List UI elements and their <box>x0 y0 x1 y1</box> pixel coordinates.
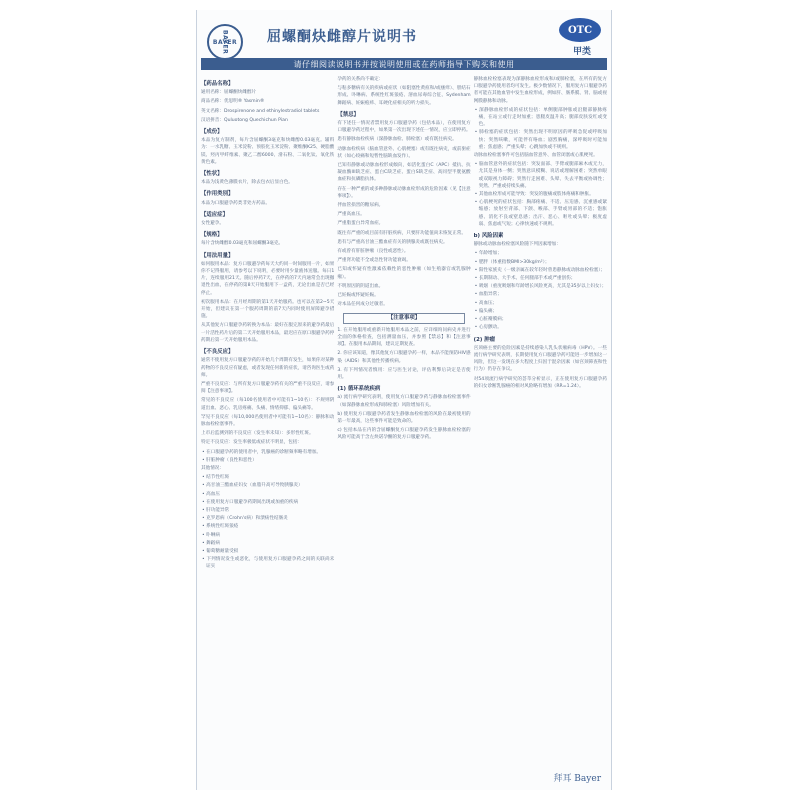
section-paragraph: 既往有严重的或目前有肝脏疾病，只要肝功能值尚未恢复正常。 <box>337 230 466 236</box>
section-paragraph: • 高血压； <box>474 300 498 306</box>
section-heading: 【不良反应】 <box>201 349 234 356</box>
section-paragraph: 严重脂蛋白异常血症。 <box>337 221 384 227</box>
section-heading: b) 风险因素 <box>473 233 504 240</box>
insert-header <box>197 10 611 72</box>
text-columns <box>201 76 607 770</box>
column-3 <box>474 76 607 770</box>
section-paragraph: 通常不使用复方口服避孕药的开始几个周期有发生，如果你对某种药物的不良反应有疑虑，或者发现任何新的症状，请咨询医生或药师。 <box>201 358 335 378</box>
section-heading: (2) 肿瘤 <box>473 336 495 343</box>
section-paragraph: 商品名称：优思明® Yasmin® <box>201 99 265 105</box>
section-paragraph: 从其他复方口服避孕药转换为本品：最好在服完原来的避孕药最后一片活性药片后的第二天开始服用本品，最迟应在原口服避孕药停药期后第一天开始服用本品。 <box>201 323 335 343</box>
otc-badge: OTC <box>559 18 601 42</box>
section-paragraph: 本品为复方制剂，每片含屈螺酮3毫克和炔雌醇0.03毫克。辅料为：一水乳糖、玉米淀粉、预胶化玉米淀粉、聚维酮K25、硬脂酸镁、羟丙甲纤维素、聚乙二醇6000、滑石粉、二氧化钛、氧化铁黄色素。 <box>201 138 335 165</box>
section-paragraph: 通用名称：屈螺酮炔雌醇片 <box>201 90 257 96</box>
section-paragraph: 其他情况： <box>201 465 224 471</box>
section-heading: 【成份】 <box>201 129 223 136</box>
section-paragraph: 本品为口服避孕药类非处方药品。 <box>201 200 270 206</box>
section-paragraph: 严重肾功能不全或急性肾功能衰竭。 <box>337 258 411 264</box>
section-paragraph: • 其他血栓形成可能导致：突发的腹痛或肢体疼痛和肿胀。 <box>474 192 594 198</box>
section-paragraph: 已知或怀疑有性激素依赖性的恶性肿瘤（如生殖器官或乳腺肿瘤）。 <box>337 267 471 280</box>
section-paragraph: • 下列情况发生或恶化，与使用复方口服避孕药之间的关联尚未证实 <box>202 557 335 570</box>
section-heading: 【作用类别】 <box>201 191 234 198</box>
section-paragraph: • 肝脏肿瘤（良性和恶性） <box>202 457 257 463</box>
otc-class-label: 甲类 <box>572 47 591 57</box>
section-paragraph: • 阳性家族史（一级亲属在较年轻时曾患静脉或动脉血栓栓塞）； <box>474 267 606 273</box>
section-paragraph: • 葡萄糖耐量受损 <box>202 548 239 554</box>
section-heading: 【用法用量】 <box>201 252 234 259</box>
bayer-cross-logo: BAYER BAYER <box>207 24 243 60</box>
section-paragraph: • 心脏瓣膜病； <box>474 317 507 323</box>
section-paragraph: • 在使用复方口服避孕药期间出现或加重的疾病 <box>202 499 299 505</box>
section-paragraph: 汉语拼音：Quluotong Quechichun Pian <box>201 117 288 123</box>
section-paragraph: • 深静脉血栓形成的症状包括：单侧腿部肿胀或沿腿部静脉疼痛，在站立或行走时加重；患腿皮温升高；腿部皮肤发红或变色。 <box>474 107 607 128</box>
section-paragraph: 静脉血栓栓塞表现为深静脉血栓形成和/或肺栓塞，在所有的复方口服避孕药使用者均可发生。极少数情况下，服用复方口服避孕药者可能在其他血管中发生血栓形成，例如肝、肠系膜、肾、脑或视网膜静脉和动脉。 <box>473 77 607 104</box>
section-paragraph: 3. 有下列情况者慎用：应与医生讨论，评估利弊后决定是否使用。 <box>337 367 471 380</box>
section-paragraph: 有或曾有肝脏肿瘤（良性或恶性）。 <box>337 249 409 255</box>
section-paragraph: 患有与严重高甘油三酯血症有关的胰腺炎或既往病史。 <box>337 239 448 245</box>
section-paragraph: 1. 在开始服用或重新开始服用本品之前，应详细询问病史并进行全面的体格检查，包括测量血压，并参照【禁忌】和【注意事项】。在服用本品期间，建议定期复查。 <box>337 327 471 348</box>
section-paragraph: • 心肌梗死的症状包括：胸部疼痛、不适、压迫感、沉重感或紧缩感；放射至背部、下颌、喉部、手臂或胃部的不适；饱胀感、消化不良或窒息感；出汗、恶心、呕吐或头晕；极度虚弱、焦虑或气短；心律快速或不规则。 <box>474 200 607 227</box>
section-paragraph: 2. 你应该知道，像其他复方口服避孕药一样，本品不能预防HIV感染（AIDS）和其他性传播疾病。 <box>337 351 471 364</box>
section-paragraph: 孕药的关系尚不确定： <box>337 77 384 82</box>
section-heading: 【药品名称】 <box>201 81 234 87</box>
section-paragraph: a) 流行病学研究表明，使用复方口服避孕药与静脉血栓栓塞事件（如深静脉血栓形成和肺栓塞）风险增加有关。 <box>337 395 471 408</box>
section-paragraph: 已妊娠或怀疑妊娠。 <box>337 293 379 299</box>
section-paragraph: 上市后监测到的不良反应（发生率未知）：多形性红斑。 <box>201 431 314 437</box>
section-paragraph: 患有静脉血栓疾病（深静脉血栓、肺栓塞）或有既往病史。 <box>337 137 457 143</box>
section-paragraph: 罕见不良反应（每10,000名使用者中可能有1~10名）：静脉和动脉血栓栓塞事件。 <box>201 414 335 427</box>
section-paragraph: 女性避孕。 <box>201 221 224 227</box>
section-paragraph: • 偏头痛； <box>474 308 498 314</box>
section-paragraph: • 心房颤动。 <box>474 325 502 331</box>
section-paragraph: • 肺栓塞的症状包括：突然出现不明原因的呼吸急促或呼吸加快；突然咳嗽，可能伴有咯血；剧烈胸痛，深呼吸时可能加重；焦虑感；严重头晕；心跳加快或不规则。 <box>474 130 607 150</box>
section-paragraph: • 卟啉病 <box>202 532 220 538</box>
column-1 <box>201 76 334 770</box>
section-paragraph: 伴血管损害的糖尿病。 <box>337 203 384 209</box>
document-title: 屈螺酮炔雌醇片说明书 <box>267 29 417 45</box>
section-paragraph: • 高血压 <box>202 491 220 497</box>
section-paragraph: 存在一种严重的或多种静脉或动脉血栓形成的危险因素（见【注意事项】）。 <box>337 186 471 199</box>
section-paragraph: • 克罗恩病（Crohn's病）和溃疡性结肠炎 <box>202 516 288 522</box>
section-paragraph: • 吸烟（重度吸烟和年龄增长风险更高，尤其是35岁以上妇女）； <box>474 284 607 290</box>
section-paragraph: • 年龄增加； <box>474 251 502 257</box>
section-heading: (1) 循环系统疾病 <box>337 386 381 393</box>
section-paragraph: 有下述任一情况者禁用复方口服避孕药（包括本品），在使用复方口服避孕药过程中，如果第一次出现下述任一情况，应立即停药。 <box>337 121 471 134</box>
section-heading: 【适应症】 <box>201 211 228 218</box>
section-paragraph: 动脉血栓栓塞事件可包括脑血管意外、血管闭塞或心肌梗死。 <box>473 153 598 159</box>
section-paragraph: 严重不良反应：与所有复方口服避孕药有关的严重不良反应，请参阅【注意事项】。 <box>201 381 335 395</box>
section-paragraph: 宫颈癌主要的危险因素是持续感染人乳头状瘤病毒（HPV）。一些流行病学研究表明，长期使用复方口服避孕药可能进一步增加这一风险，但这一发现在多大程度上归因于混杂因素（如宫颈筛查和性行为）仍存在争议。 <box>473 345 607 373</box>
section-paragraph: • 系统性红斑狼疮 <box>202 524 239 530</box>
section-paragraph: 严重高血压。 <box>337 212 365 218</box>
package-insert <box>196 10 612 790</box>
section-paragraph: 与粘多糖病有关的疾病或症状（如阻塞性黄疸和/或瘙痒）、胆结石形成、卟啉病、系统性红斑狼疮、溶血尿毒综合征、Sydenham舞蹈病、妊娠疱疹、耳硬化症相关的听力损失。 <box>337 86 471 106</box>
section-heading: 【性状】 <box>201 171 223 178</box>
section-paragraph: 本品为浅黄色薄膜衣片，除去包衣后显白色。 <box>201 180 293 186</box>
warning-banner: 请仔细阅读说明书并按说明使用或在药师指导下购买和使用 <box>201 58 607 70</box>
section-paragraph: 对54项流行病学研究的荟萃分析显示，正在使用复方口服避孕药的妇女诊断乳腺癌的相对风险略有增加（RR=1.24）。 <box>473 376 607 389</box>
section-paragraph: 静脉或动脉血栓栓塞风险随下列因素增加： <box>473 242 561 248</box>
column-2 <box>337 76 470 770</box>
brand-footer: 拜耳 Bayer <box>553 774 601 784</box>
section-paragraph: • 高甘油三酯血症妇女（血脂升高可导致胰腺炎） <box>202 483 303 489</box>
section-heading: 【禁忌】 <box>337 111 359 118</box>
section-paragraph: • 长期制动、大手术、任何腿部手术或严重创伤； <box>474 276 576 282</box>
section-paragraph: • 结节性红斑 <box>202 475 230 481</box>
section-paragraph: • 肥胖（体重指数BMI>30kg/m²）； <box>474 259 550 265</box>
section-paragraph: 已知有静脉或动脉血栓形成倾向，如活化蛋白C（APC）抵抗、抗凝血酶III缺乏症、蛋白C缺乏症、蛋白S缺乏症、高同型半胱氨酸血症和抗磷脂抗体。 <box>337 163 471 183</box>
section-paragraph: • 血脂异常； <box>474 292 502 298</box>
section-paragraph: • 脑血管意外的症状包括：突发面部、手臂或腿部麻木或无力，尤其是身体一侧；突然意识模糊、说话或理解困难；突然单眼或双眼视力障碍；突然行走困难、头晕、失去平衡或协调性；突然、严重或持续头痛。 <box>474 162 607 189</box>
section-paragraph: 如何服用本品：复方口服避孕药每天大约同一时间服用一片，如果你不记得服用，请参考以下说明，必要时用少量液体送服。每日1片，连续服用21天。随后停药7天，在停药的7天内通常会出现撤退性出血，在停药的第8天开始服用下一盒药，无论出血是否已经停止。 <box>201 261 335 296</box>
section-paragraph: 常见的不良反应（每100名使用者中可能有1~10名）：不规则阴道出血、恶心、乳房疼痛、头痛、情绪抑郁、偏头痛等。 <box>201 398 335 411</box>
section-paragraph: c) 包括本品在内的含屈螺酮复方口服避孕药发生静脉血栓栓塞的风险可能高于含左炔诺孕酮的复方口服避孕药。 <box>337 428 471 441</box>
section-paragraph: b) 使用复方口服避孕药者发生静脉血栓栓塞的风险在最初使用的第一年最高，这些事件可能是致命的。 <box>337 411 471 424</box>
section-heading: 【注意事项】 <box>343 313 464 323</box>
section-heading: 【规格】 <box>201 232 223 239</box>
section-paragraph: 每片含炔雌醇0.03毫克和屈螺酮3毫克。 <box>201 241 284 247</box>
section-paragraph: • 肝功能异常 <box>202 507 230 513</box>
section-paragraph: • 舞蹈病 <box>202 540 220 546</box>
section-paragraph: 英文名称：Drospirenone and ethinylestradiol tablets <box>201 108 320 114</box>
section-paragraph: 特定不良反应：发生率极低或症状不明显，包括： <box>201 440 303 446</box>
section-paragraph: 动脉血栓疾病（脑血管意外、心肌梗塞）或有既往病史，或前驱症状（如心绞痛和短暂性脑缺血发作）。 <box>337 146 471 159</box>
section-paragraph: 不明原因的阴道出血。 <box>337 283 384 289</box>
section-paragraph: 对本品任何成分过敏者。 <box>337 302 388 308</box>
section-paragraph: • 在口服避孕药的使用者中，乳腺癌的诊断频率略有增加。 <box>202 449 322 455</box>
section-paragraph: 初次服用本品：在月经周期的第1天开始服药。也可以在第2~5天开始，但建议在第一个服药周期的前7天内同时使用屏障避孕措施。 <box>201 299 335 320</box>
